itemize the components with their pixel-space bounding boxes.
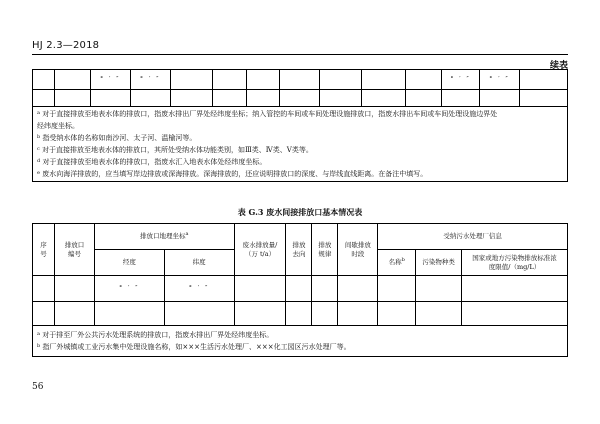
table1-footnotes — [33, 107, 568, 182]
table-caption: 表 G.3 废水间接排放口基本情况表 — [237, 207, 363, 217]
header-receiving-plant: 受纳污水处理厂信息 — [378, 224, 568, 250]
footnote: $^b$ 指受纳水体的名称如南沙河、太子河、温榆河等。 — [37, 134, 197, 142]
header-longitude: 经度 — [94, 250, 164, 276]
coord-cell: ° ′ ″ — [94, 276, 164, 302]
footnote: $^d$ 对于直接排放至地表水体的排放口，指废水汇入地表水体处经纬度坐标。 — [37, 158, 267, 166]
header-seq: 序号 — [33, 224, 55, 276]
direct-discharge-table-continued — [32, 69, 568, 182]
footnote: 经纬度坐标。 — [37, 122, 79, 130]
coord-cell: ° ′ ″ — [442, 70, 480, 90]
table2-footnotes — [33, 326, 568, 357]
header-discharge-amount: 废水排放量/（万 t/a） — [234, 224, 286, 276]
header-name: 名称$^b$ — [378, 250, 416, 276]
header-pattern: 排放规律 — [312, 224, 338, 276]
coord-cell: ° ′ ″ — [90, 70, 130, 90]
indirect-discharge-table — [32, 223, 568, 357]
header-destination: 排放去向 — [286, 224, 312, 276]
header-intermittent-period: 间歇排放时段 — [338, 224, 378, 276]
footnote: $^c$ 对于直接排放至地表水体的排放口，其所处受纳水体功能类别，如Ⅲ类、Ⅳ类、Ⅴ类等。 — [37, 146, 313, 154]
header-standard-limit: 国家或地方污染物排放标准浓度限值/（mg/L） — [462, 250, 568, 276]
header-latitude: 纬度 — [164, 250, 234, 276]
coord-cell: ° ′ ″ — [164, 276, 234, 302]
coord-cell: ° ′ ″ — [130, 70, 170, 90]
header-pollutant-type: 污染物种类 — [416, 250, 462, 276]
page-number: 56 — [32, 382, 44, 392]
header-rule — [32, 54, 568, 55]
coord-cell: ° ′ ″ — [480, 70, 520, 90]
footnote: $^b$ 指厂外城镇或工业污水集中处理设施名称，如×××生活污水处理厂、×××化工园区污水处理厂等。 — [37, 343, 351, 351]
standard-code: HJ 2.3—2018 — [32, 40, 100, 51]
footnote: $^a$ 对于排至厂外公共污水处理系统的排放口，指废水排出厂界处经纬度坐标。 — [37, 331, 274, 339]
header-geo-coord: 排放口地理坐标$^a$ — [94, 224, 234, 250]
header-outlet-id: 排放口编号 — [54, 224, 94, 276]
footnote: $^e$ 废水向海洋排放的，应当填写岸边排放或深海排放。深海排放的，还应说明排放口的深度、与岸线直线距离。在备注中填写。 — [37, 170, 428, 178]
footnote: $^a$ 对于直接排放至地表水体的排放口，指废水排出厂界处经纬度坐标；纳入管控的车间或车间处理设施排放口，指废水排出车间或车间处理设施边界处 — [37, 110, 498, 118]
continued-label: 续表 — [549, 61, 568, 71]
